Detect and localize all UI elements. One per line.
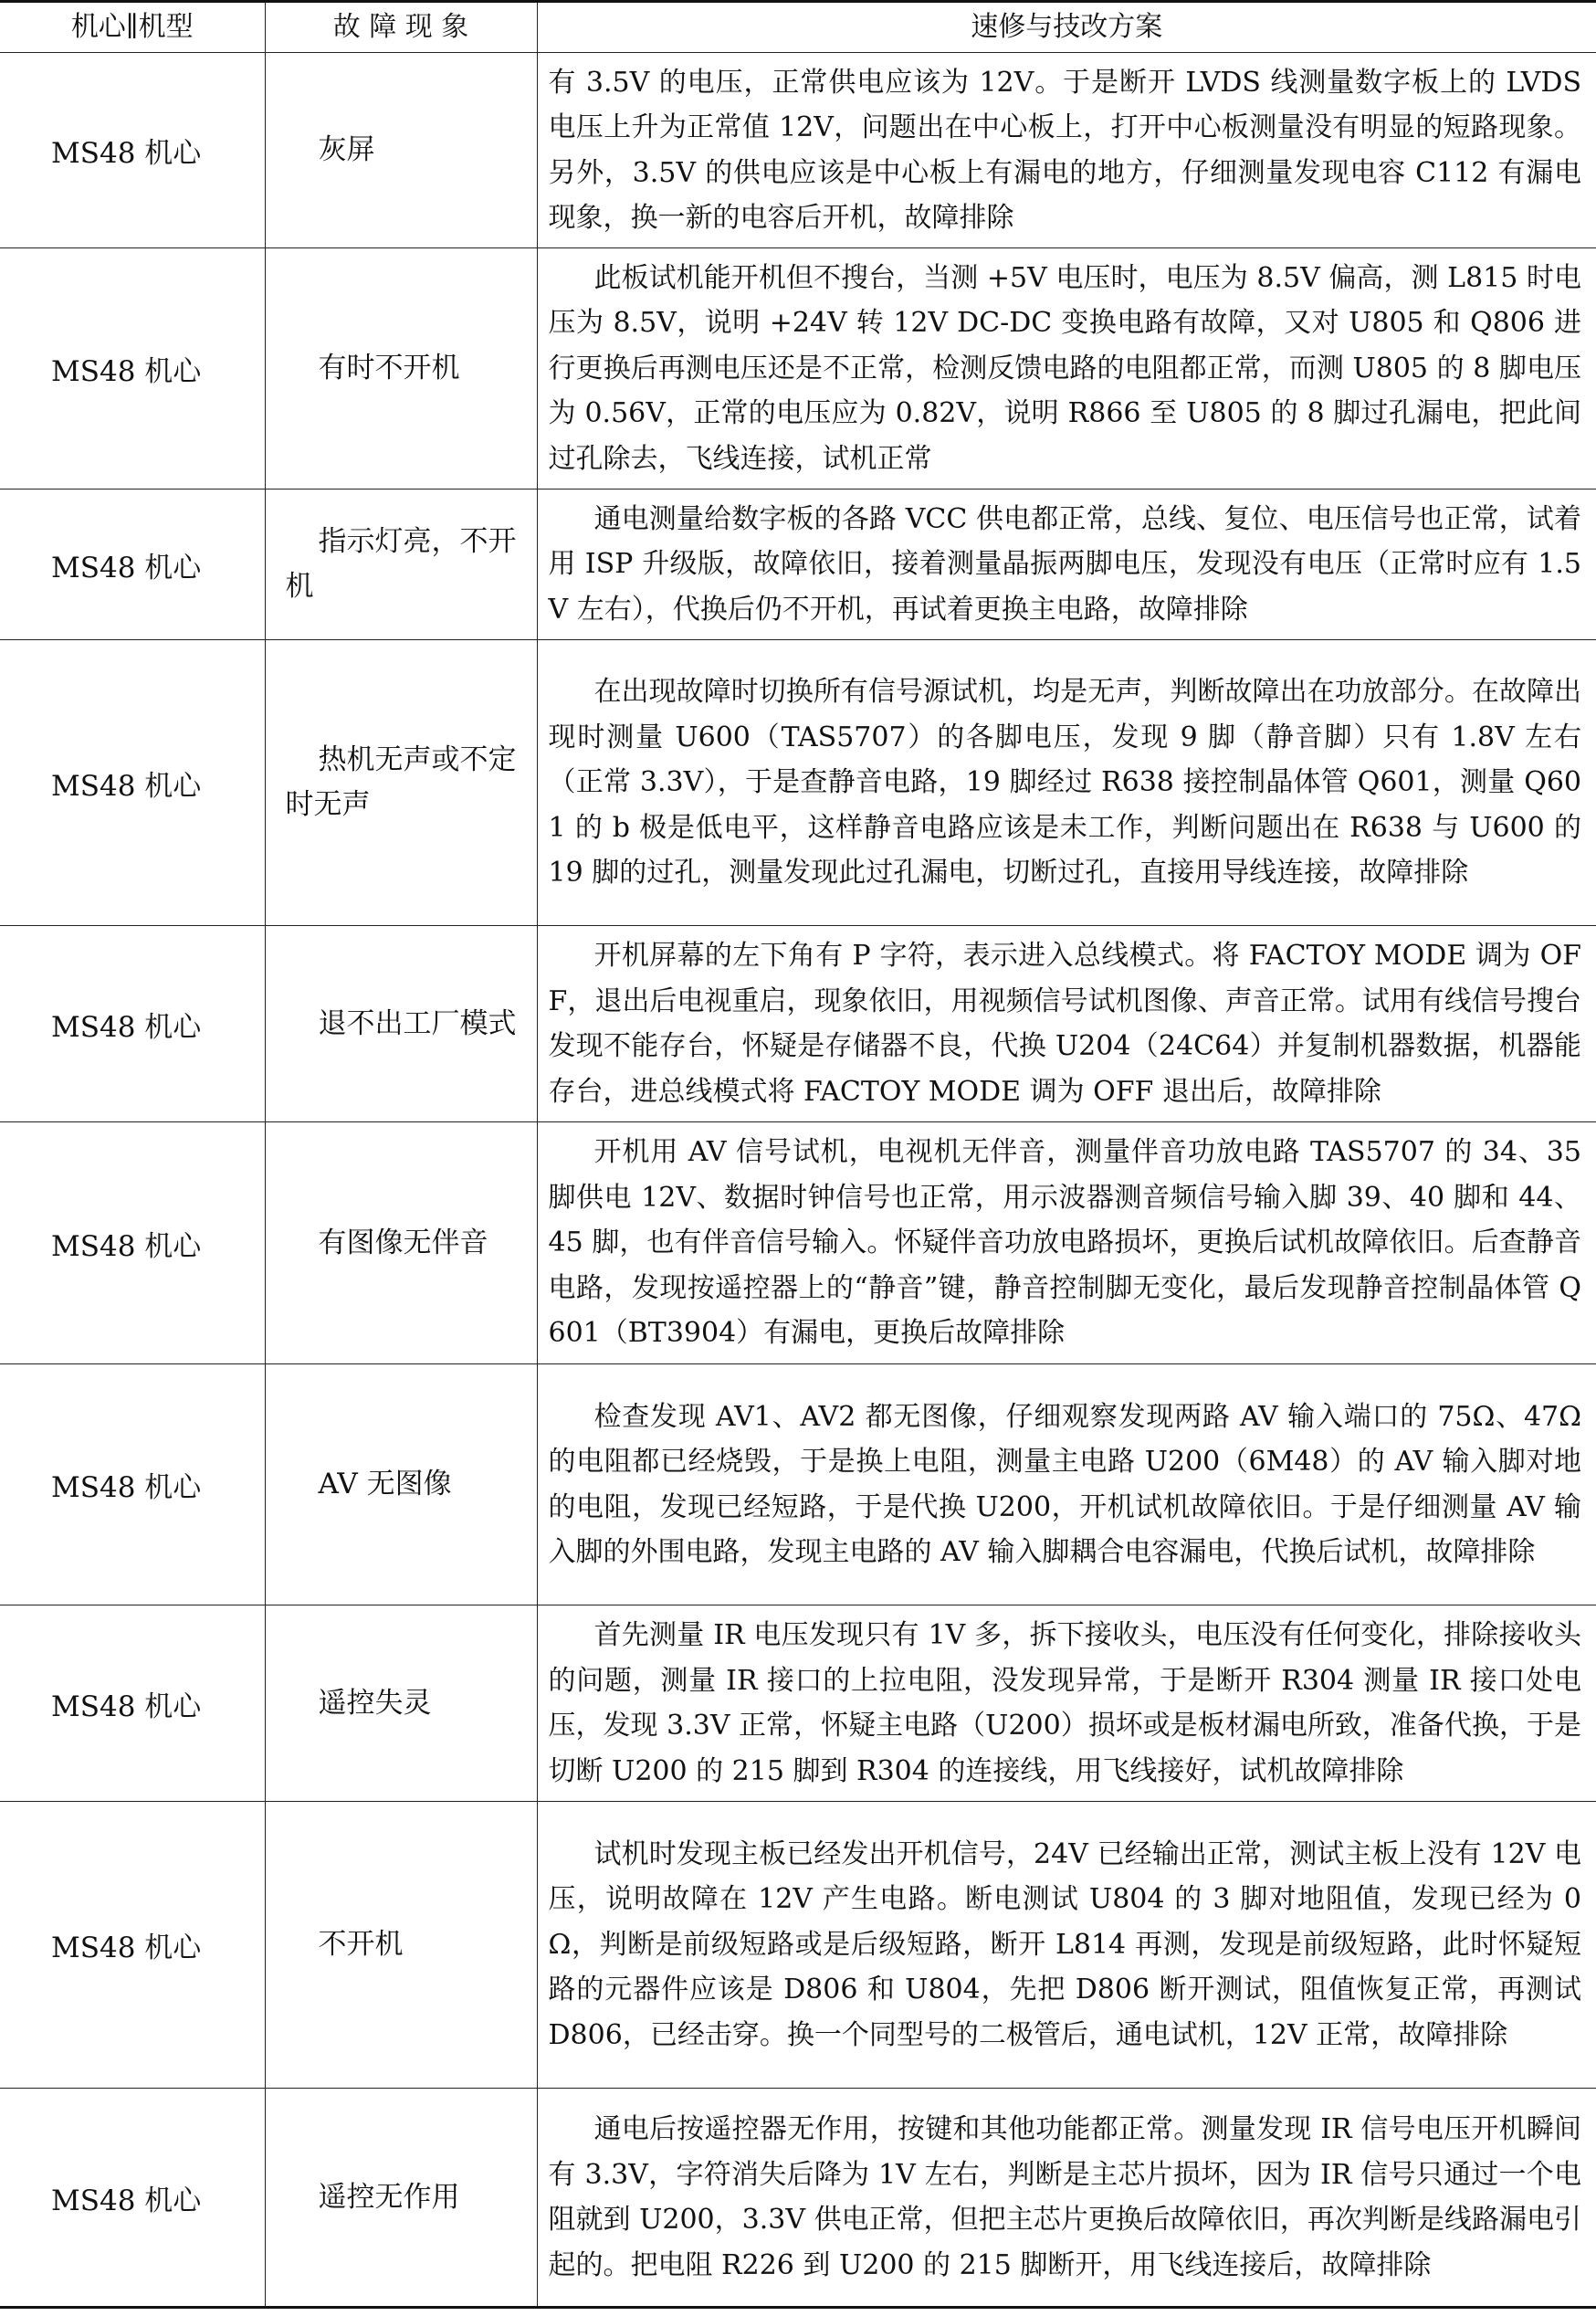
symptom-cell [265, 1122, 537, 1364]
model-cell: MS48 机心 [0, 640, 265, 926]
solution-cell [537, 490, 1596, 640]
symptom-text: 指示灯亮，不开机 [285, 525, 517, 603]
solution-cell [537, 248, 1596, 490]
symptom-text: 有图像无伴音 [318, 1226, 488, 1259]
model-cell: MS48 机心 [0, 2089, 265, 2308]
table-row [0, 640, 1596, 926]
solution-cell [537, 926, 1596, 1122]
model-cell: MS48 机心 [0, 1364, 265, 1605]
symptom-text: 遥控失灵 [318, 1686, 432, 1720]
model-cell: MS48 机心 [0, 490, 265, 640]
solution-text: 在出现故障时切换所有信号源试机，均是无声，判断故障出在功放部分。在故障出现时测量 U600（TAS5707）的各脚电压，发现 9 脚（静音脚）只有 1.8V 左右（正常 3.3V），于是查静音电路，19 脚经过 R638 接控制晶体管 Q601，测量 Q601 的 b 极是低电平，这样静音电路应该是未工作，判断问题出在 R638 与 U600 的 19 脚的过孔，测量发现此过孔漏电，切断过孔，直接用导线连接，故障排除 [548, 676, 1581, 890]
solution-text: 此板试机能开机但不搜台，当测 +5V 电压时，电压为 8.5V 偏高，测 L815 时电压为 8.5V，说明 +24V 转 12V DC-DC 变换电路有故障，又对 U805 和 Q806 进行更换后再测电压还是不正常，检测反馈电路的电阻都正常，而测 U805 的 8 脚电压为 0.56V，正常的电压应为 0.82V，说明 R866 至 U805 的 8 脚过孔漏电，把此间过孔除去，飞线连接，试机正常 [548, 261, 1581, 475]
symptom-text: 退不出工厂模式 [318, 1006, 517, 1040]
solution-cell [537, 1122, 1596, 1364]
table-row [0, 1802, 1596, 2089]
solution-text: 试机时发现主板已经发出开机信号，24V 已经输出正常，测试主板上没有 12V 电压，说明故障在 12V 产生电路。断电测试 U804 的 3 脚对地阻值，发现已经为 0Ω，判断是前级短路或是后级短路，断开 L814 再测，发现是前级短路，此时怀疑短路的元器件应该是 D806 和 U804，先把 D806 断开测试，阻值恢复正常，再测试 D806，已经击穿。换一个同型号的二极管后，通电试机，12V 正常，故障排除 [548, 1837, 1581, 2051]
solution-cell [537, 1364, 1596, 1605]
symptom-text: AV 无图像 [318, 1468, 452, 1500]
solution-text: 检查发现 AV1、AV2 都无图像，仔细观察发现两路 AV 输入端口的 75Ω、47Ω 的电阻都已经烧毁，于是换上电阻，测量主电路 U200（6M48）的 AV 输入脚对地的电阻，发现已经短路，于是代换 U200，开机试机故障依旧。于是仔细测量 AV 输入脚的外围电路，发现主电路的 AV 输入脚耦合电容漏电，代换后试机，故障排除 [548, 1400, 1581, 1568]
symptom-cell [265, 640, 537, 926]
table-row [0, 2089, 1596, 2308]
solution-text: 通电测量给数字板的各路 VCC 供电都正常，总线、复位、电压信号也正常，试着用 ISP 升级版，故障依旧，接着测量晶振两脚电压，发现没有电压（正常时应有 1.5V 左右），代换后仍不开机，再试着更换主电路，故障排除 [548, 502, 1581, 626]
header-row [0, 2, 1596, 53]
table-row [0, 1122, 1596, 1364]
header-symptom: 故 障 现 象 [265, 2, 537, 53]
model-cell: MS48 机心 [0, 53, 265, 248]
solution-cell [537, 2089, 1596, 2308]
symptom-text: 热机无声或不定时无声 [285, 743, 517, 821]
symptom-text: 遥控无作用 [318, 2180, 460, 2214]
solution-text: 首先测量 IR 电压发现只有 1V 多，拆下接收头，电压没有任何变化，排除接收头的问题，测量 IR 接口的上拉电阻，没发现异常，于是断开 R304 测量 IR 接口处电压，发现 3.3V 正常，怀疑主电路（U200）损坏或是板材漏电所致，准备代换，于是切断 U200 的 215 脚到 R304 的连接线，用飞线接好，试机故障排除 [548, 1619, 1581, 1787]
solution-cell [537, 640, 1596, 926]
symptom-cell [265, 1364, 537, 1605]
solution-cell [537, 53, 1596, 248]
symptom-cell [265, 490, 537, 640]
model-cell: MS48 机心 [0, 248, 265, 490]
symptom-text: 有时不开机 [318, 352, 460, 384]
table-row [0, 248, 1596, 490]
solution-cell [537, 1605, 1596, 1802]
table-row [0, 1605, 1596, 1802]
symptom-cell [265, 1802, 537, 2089]
symptom-cell [265, 926, 537, 1122]
solution-text: 开机用 AV 信号试机，电视机无伴音，测量伴音功放电路 TAS5707 的 34、35 脚供电 12V、数据时钟信号也正常，用示波器测音频信号输入脚 39、40 脚和 44、45 脚，也有伴音信号输入。怀疑伴音功放电路损坏，更换后试机故障依旧。后查静音电路，发现按遥控器上的“静音”键，静音控制脚无变化，最后发现静音控制晶体管 Q601（BT3904）有漏电，更换后故障排除 [548, 1136, 1581, 1350]
model-cell: MS48 机心 [0, 1122, 265, 1364]
table-row [0, 1364, 1596, 1605]
symptom-cell [265, 53, 537, 248]
solution-text: 通电后按遥控器无作用，按键和其他功能都正常。测量发现 IR 信号电压开机瞬间有 3.3V，字符消失后降为 1V 左右，判断是主芯片损坏，因为 IR 信号只通过一个电阻就到 U200，3.3V 供电正常，但把主芯片更换后故障依旧，再次判断是线路漏电引起的。把电阻 R226 到 U200 的 215 脚断开，用飞线连接后，故障排除 [548, 2113, 1581, 2281]
symptom-cell [265, 2089, 537, 2308]
solution-text: 有 3.5V 的电压，正常供电应该为 12V。于是断开 LVDS 线测量数字板上的 LVDS 电压上升为正常值 12V，问题出在中心板上，打开中心板测量没有明显的短路现象。另外，3.5V 的供电应该是中心板上有漏电的地方，仔细测量发现电容 C112 有漏电现象，换一新的电容后开机，故障排除 [548, 66, 1581, 234]
model-cell: MS48 机心 [0, 1605, 265, 1802]
model-cell: MS48 机心 [0, 926, 265, 1122]
header-solution: 速修与技改方案 [537, 2, 1596, 53]
solution-cell [537, 1802, 1596, 2089]
symptom-text: 灰屏 [318, 133, 375, 166]
table-row [0, 926, 1596, 1122]
solution-text: 开机屏幕的左下角有 P 字符，表示进入总线模式。将 FACTOY MODE 调为 OFF，退出后电视重启，现象依旧，用视频信号试机图像、声音正常。试用有线信号搜台发现不能存台，怀疑是存储器不良，代换 U204（24C64）并复制机器数据，机器能存台，进总线模式将 FACTOY MODE 调为 OFF 退出后，故障排除 [548, 940, 1581, 1108]
header-model: 机心∥机型 [0, 2, 265, 53]
table-row [0, 490, 1596, 640]
symptom-cell [265, 1605, 537, 1802]
model-cell: MS48 机心 [0, 1802, 265, 2089]
symptom-text: 不开机 [318, 1928, 404, 1961]
table-row [0, 53, 1596, 248]
symptom-cell [265, 248, 537, 490]
